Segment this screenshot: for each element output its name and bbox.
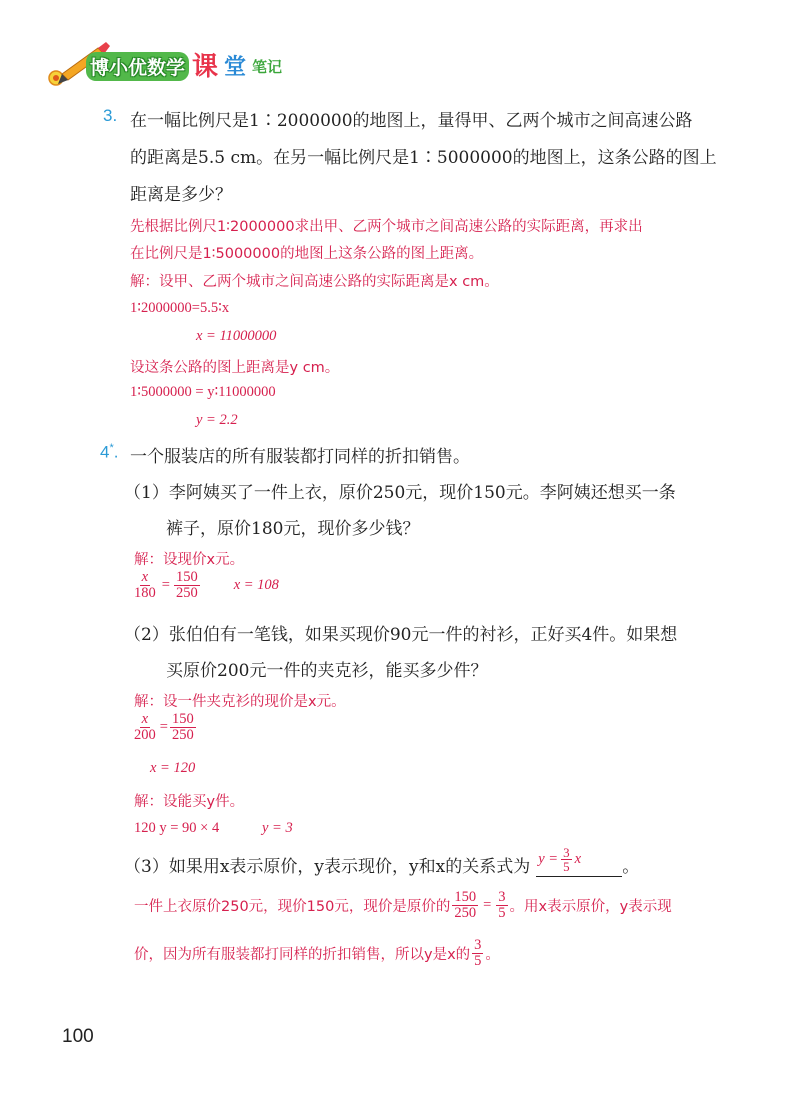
fraction-x-180: $\frac{x}{180}$ [134, 569, 156, 602]
brand-tang: 堂 [224, 55, 247, 80]
fraction-150-250-b: $\frac{150}{250}$ [171, 711, 194, 744]
q3-answer-line8: y = 2.2 [196, 412, 238, 428]
answer-blank [536, 844, 622, 877]
brand-biji: 笔记 [252, 58, 283, 76]
q3-answer-line7: 1∶5000000 = y∶11000000 [130, 384, 276, 400]
q3-number: 3. [103, 106, 118, 125]
q4-part2-result: x = 120 [150, 760, 196, 776]
q4-part1-equation: $\frac{x}{180}$ = $\frac{150}{250}$ x = 108 [134, 569, 279, 602]
q4-part2-line2: 买原价200元一件的夹克衫，能买多少件？ [166, 661, 488, 681]
q3-answer-line4: 1∶2000000=5.5∶x [130, 300, 230, 316]
fraction-150-250: $\frac{150}{250}$ [175, 569, 198, 602]
q3-answer-line6: 设这条公路的图上距离是y cm。 [130, 360, 340, 376]
q3-text-line3: 距离是多少？ [130, 185, 232, 205]
q4-part1-line2: 裤子，原价180元，现价多少钱？ [166, 519, 420, 539]
q3-text-line1: 在一幅比例尺是1∶2000000的地图上，量得甲、乙两个城市之间高速公路 [130, 111, 693, 131]
q4-part2-equation2: 120 y = 90 × 4 [134, 820, 220, 836]
q3-text-line2: 的距离是5.5 cm。在另一幅比例尺是1∶5000000的地图上，这条公路的图上 [130, 148, 717, 168]
q3-answer-line2: 在比例尺是1∶5000000的地图上这条公路的图上距离。 [130, 246, 484, 262]
blank-fill: y = $\frac{3}{5}$ x [538, 844, 581, 875]
q4-part2-answer2: 解：设能买y件。 [134, 794, 245, 810]
header-logo [40, 40, 310, 90]
q4-part2-answer1: 解：设一件夹克衫的现价是x元。 [134, 694, 346, 710]
q4-number: 4*. [100, 442, 119, 462]
q4-part1-answer1: 解：设现价x元。 [134, 552, 245, 568]
q4-part2-result2: y = 3 [262, 820, 293, 836]
q3-answer-line1: 先根据比例尺1∶2000000求出甲、乙两个城市之间高速公路的实际距离，再求出 [130, 219, 643, 235]
q4-part2-line1: （2）张伯伯有一笔钱，如果买现价90元一件的衬衫，正好买4件。如果想 [124, 625, 678, 645]
q4-part3-answer2: 价，因为所有服装都打同样的折扣销售，所以y是x的 $\frac{3}{5}$ 。 [134, 937, 500, 970]
q4-part2-equation: $\frac{x}{200}$ = $\frac{150}{250}$ [134, 711, 194, 744]
page-number: 100 [62, 1026, 94, 1047]
fraction-x-200: $\frac{x}{200}$ [134, 711, 156, 744]
q4-part1-line1: （1）李阿姨买了一件上衣，原价250元，现价150元。李阿姨还想买一条 [124, 483, 676, 503]
q4-part1-result: x = 108 [233, 577, 279, 594]
q4-star: * [109, 442, 114, 454]
q3-answer-line3: 解：设甲、乙两个城市之间高速公路的实际距离是x cm。 [130, 274, 499, 290]
brand-name: 博小优数学 [86, 52, 189, 81]
q3-answer-line5: x = 11000000 [196, 328, 277, 344]
q4-stem: 一个服装店的所有服装都打同样的折扣销售。 [130, 447, 470, 467]
q4-part3-question: （3）如果用x表示原价，y表示现价，y和x的关系式为 y = $\frac{3}{5}$ x 。 [124, 844, 640, 877]
q4-part3-answer1: 一件上衣原价250元，现价150元，现价是原价的 $\frac{150}{250}$ = $\frac{3}{5}$ 。用x表示原价，y表示现 [134, 889, 672, 922]
brand-ke: 课 [192, 52, 219, 82]
